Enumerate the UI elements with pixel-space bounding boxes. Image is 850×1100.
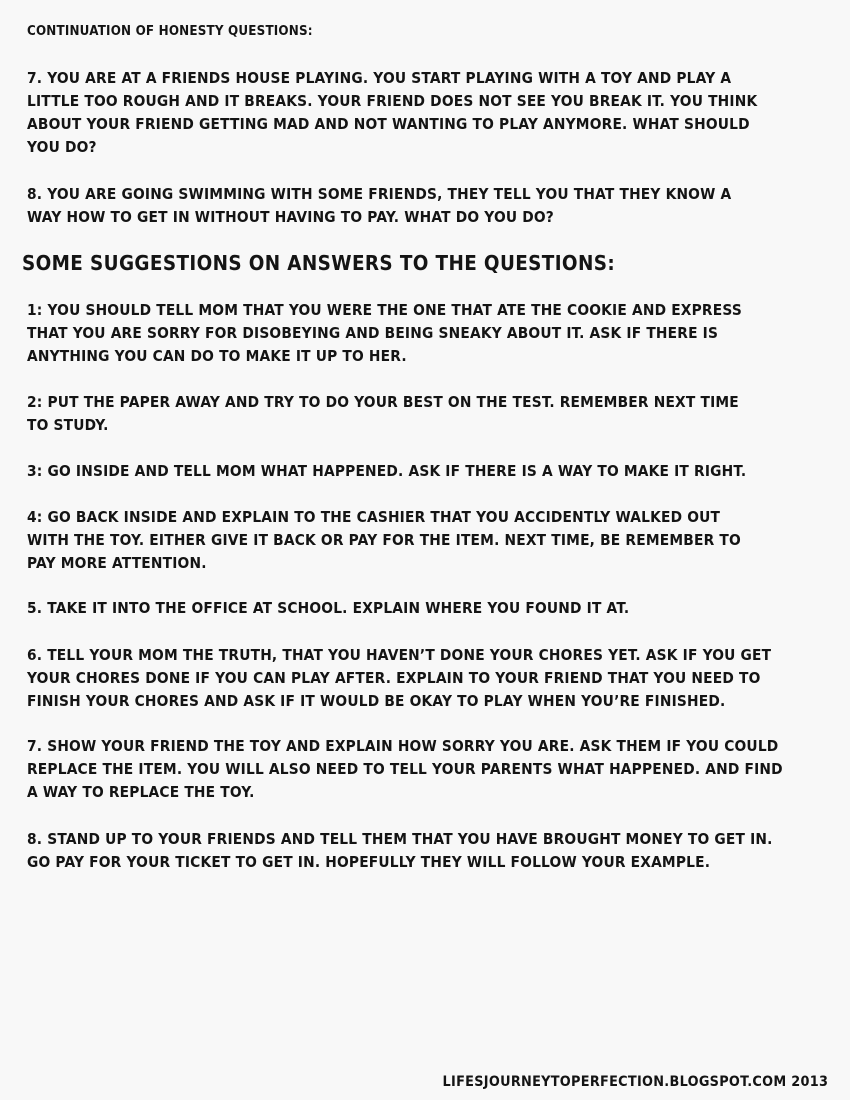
question-8: 8. YOU ARE GOING SWIMMING WITH SOME FRIENDS, THEY TELL YOU THAT THEY KNOW A WAY HOW TO GET IN WITHOUT HAVING TO PAY. WHAT DO YOU DO? — [27, 185, 732, 226]
question-7: 7. YOU ARE AT A FRIENDS HOUSE PLAYING. YOU START PLAYING WITH A TOY AND PLAY A LITTLE TOO ROUGH AND IT BREAKS. YOUR FRIEND DOES NOT SEE YOU BREAK IT. YOU THINK ABOUT YOUR FRIEND GETTING MAD AND NOT WANTING TO PLAY ANYMORE. WHAT SHOULD YOU DO? — [27, 69, 758, 156]
answer-1: 1: YOU SHOULD TELL MOM THAT YOU WERE THE ONE THAT ATE THE COOKIE AND EXPRESS THAT YOU ARE SORRY FOR DISOBEYING AND BEING SNEAKY ABOUT IT. ASK IF THERE IS ANYTHING YOU CAN DO TO MAKE IT UP TO HER. — [27, 301, 742, 365]
suggestions-heading: SOME SUGGESTIONS ON ANSWERS TO THE QUESTIONS: — [22, 251, 616, 275]
answer-3: 3: GO INSIDE AND TELL MOM WHAT HAPPENED. ASK IF THERE IS A WAY TO MAKE IT RIGHT. — [27, 462, 747, 480]
answer-2: 2: PUT THE PAPER AWAY AND TRY TO DO YOUR BEST ON THE TEST. REMEMBER NEXT TIME TO STUDY. — [27, 393, 739, 434]
continuation-title: CONTINUATION OF HONESTY QUESTIONS: — [27, 24, 313, 39]
answer-7: 7. SHOW YOUR FRIEND THE TOY AND EXPLAIN HOW SORRY YOU ARE. ASK THEM IF YOU COULD REPLACE THE ITEM. YOU WILL ALSO NEED TO TELL YOUR PARENTS WHAT HAPPENED. AND FIND A WAY TO REPLACE THE TOY. — [27, 737, 783, 801]
answer-5: 5. TAKE IT INTO THE OFFICE AT SCHOOL. EXPLAIN WHERE YOU FOUND IT AT. — [27, 599, 630, 617]
answer-4: 4: GO BACK INSIDE AND EXPLAIN TO THE CASHIER THAT YOU ACCIDENTLY WALKED OUT WITH THE TOY. EITHER GIVE IT BACK OR PAY FOR THE ITEM. NEXT TIME, BE REMEMBER TO PAY MORE ATTENTION. — [27, 508, 741, 572]
answer-6: 6. TELL YOUR MOM THE TRUTH, THAT YOU HAVEN’T DONE YOUR CHORES YET. ASK IF YOU GET YOUR CHORES DONE IF YOU CAN PLAY AFTER. EXPLAIN TO YOUR FRIEND THAT YOU NEED TO FINISH YOUR CHORES AND ASK IF IT WOULD BE OKAY TO PLAY WHEN YOU’RE FINISHED. — [27, 646, 772, 710]
blog-credit: LIFESJOURNEYTOPERFECTION.BLOGSPOT.COM 2013 — [442, 1074, 828, 1090]
answer-8: 8. STAND UP TO YOUR FRIENDS AND TELL THEM THAT YOU HAVE BROUGHT MONEY TO GET IN. GO PAY FOR YOUR TICKET TO GET IN. HOPEFULLY THEY WILL FOLLOW YOUR EXAMPLE. — [27, 830, 773, 871]
